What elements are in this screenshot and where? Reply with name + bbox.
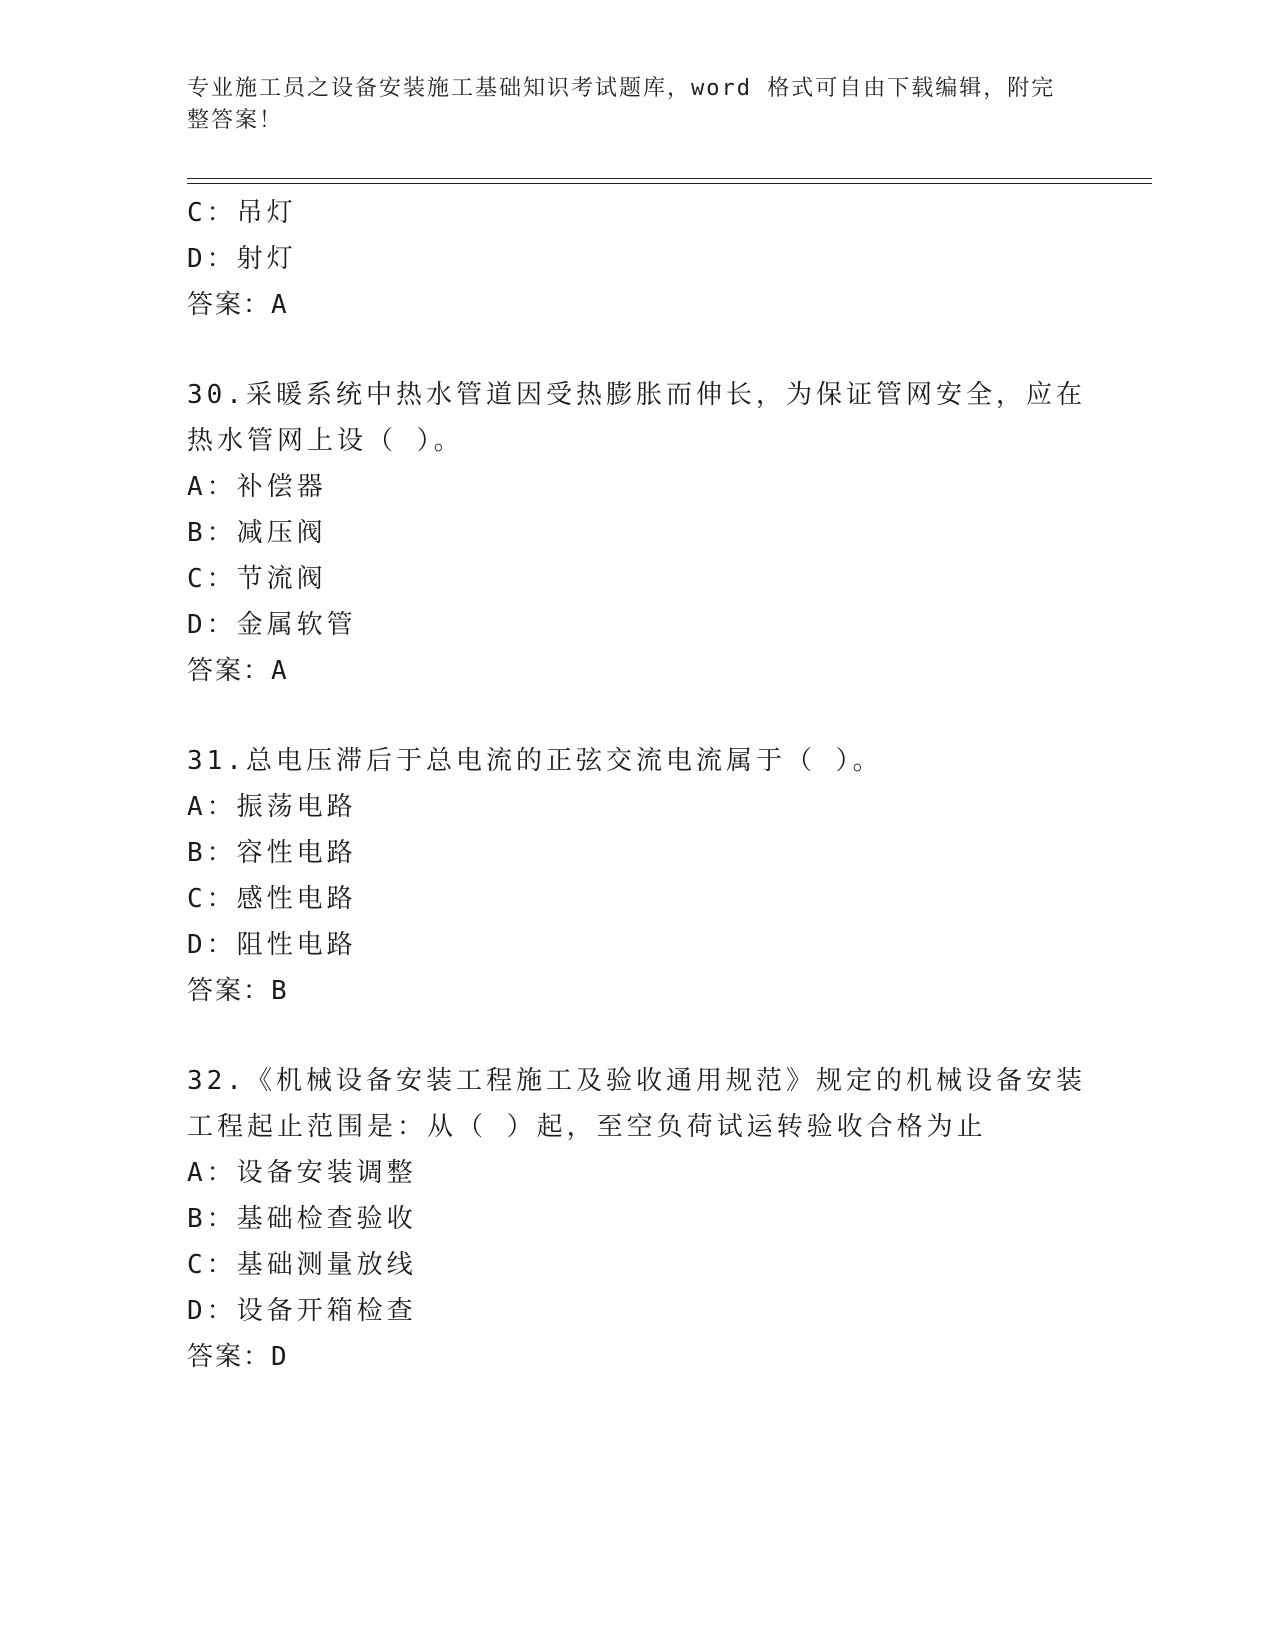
option-letter: D： bbox=[187, 244, 237, 274]
option-b bbox=[187, 1196, 1087, 1242]
option-text: 金属软管 bbox=[236, 610, 357, 640]
option-letter: B： bbox=[187, 1204, 237, 1234]
option-text: 阻性电路 bbox=[236, 930, 357, 960]
answer-value: B bbox=[271, 976, 289, 1006]
option-d bbox=[187, 922, 1087, 968]
document-header: 专业施工员之设备安装施工基础知识考试题库，word 格式可自由下载编辑，附完整答案！ bbox=[187, 76, 1056, 133]
answer-label: 答案： bbox=[187, 290, 272, 320]
answer-label: 答案： bbox=[187, 1342, 272, 1372]
partial-question bbox=[187, 190, 1087, 328]
option-d bbox=[187, 1288, 1087, 1334]
answer-line bbox=[187, 968, 1087, 1014]
question-30 bbox=[187, 372, 1087, 694]
option-text: 吊灯 bbox=[236, 198, 297, 228]
answer-value: D bbox=[271, 1342, 289, 1372]
option-letter: C： bbox=[187, 884, 237, 914]
option-text: 容性电路 bbox=[236, 838, 357, 868]
option-letter: C： bbox=[187, 564, 237, 594]
option-text: 减压阀 bbox=[236, 518, 327, 548]
answer-label: 答案： bbox=[187, 976, 272, 1006]
option-c bbox=[187, 1242, 1087, 1288]
option-a bbox=[187, 464, 1087, 510]
header-divider-bottom bbox=[187, 183, 1152, 184]
option-d bbox=[187, 602, 1087, 648]
answer-value: A bbox=[271, 290, 289, 320]
question-text: 31.总电压滞后于总电流的正弦交流电流属于（ ）。 bbox=[187, 746, 883, 776]
option-c bbox=[187, 556, 1087, 602]
option-a bbox=[187, 784, 1087, 830]
option-text: 基础检查验收 bbox=[236, 1204, 417, 1234]
answer-line bbox=[187, 1334, 1087, 1380]
option-letter: D： bbox=[187, 610, 237, 640]
option-letter: B： bbox=[187, 838, 237, 868]
option-a bbox=[187, 1150, 1087, 1196]
question-text: 30.采暖系统中热水管道因受热膨胀而伸长，为保证管网安全，应在热水管网上设（ ）。 bbox=[187, 380, 1086, 456]
question-31 bbox=[187, 738, 1087, 1014]
option-text: 节流阀 bbox=[236, 564, 327, 594]
question-text: 32.《机械设备安装工程施工及验收通用规范》规定的机械设备安装工程起止范围是：从（ ）起，至空负荷试运转验收合格为止 bbox=[187, 1066, 1086, 1142]
option-b bbox=[187, 830, 1087, 876]
option-letter: C： bbox=[187, 1250, 237, 1280]
option-text: 设备安装调整 bbox=[236, 1158, 417, 1188]
option-text: 感性电路 bbox=[236, 884, 357, 914]
option-letter: D： bbox=[187, 930, 237, 960]
answer-line bbox=[187, 648, 1087, 694]
option-letter: A： bbox=[187, 792, 237, 822]
option-letter: B： bbox=[187, 518, 237, 548]
answer-label: 答案： bbox=[187, 656, 272, 686]
header-divider-top bbox=[187, 178, 1152, 179]
option-b bbox=[187, 510, 1087, 556]
option-text: 振荡电路 bbox=[236, 792, 357, 822]
option-letter: A： bbox=[187, 472, 237, 502]
option-d bbox=[187, 236, 1087, 282]
question-32 bbox=[187, 1058, 1087, 1380]
document-body bbox=[187, 190, 1087, 1380]
answer-line bbox=[187, 282, 1087, 328]
option-letter: D： bbox=[187, 1296, 237, 1326]
option-text: 补偿器 bbox=[236, 472, 327, 502]
option-c bbox=[187, 876, 1087, 922]
option-text: 基础测量放线 bbox=[236, 1250, 417, 1280]
option-letter: C： bbox=[187, 198, 237, 228]
option-text: 射灯 bbox=[236, 244, 297, 274]
option-text: 设备开箱检查 bbox=[236, 1296, 417, 1326]
answer-value: A bbox=[271, 656, 289, 686]
option-letter: A： bbox=[187, 1158, 237, 1188]
option-c bbox=[187, 190, 1087, 236]
